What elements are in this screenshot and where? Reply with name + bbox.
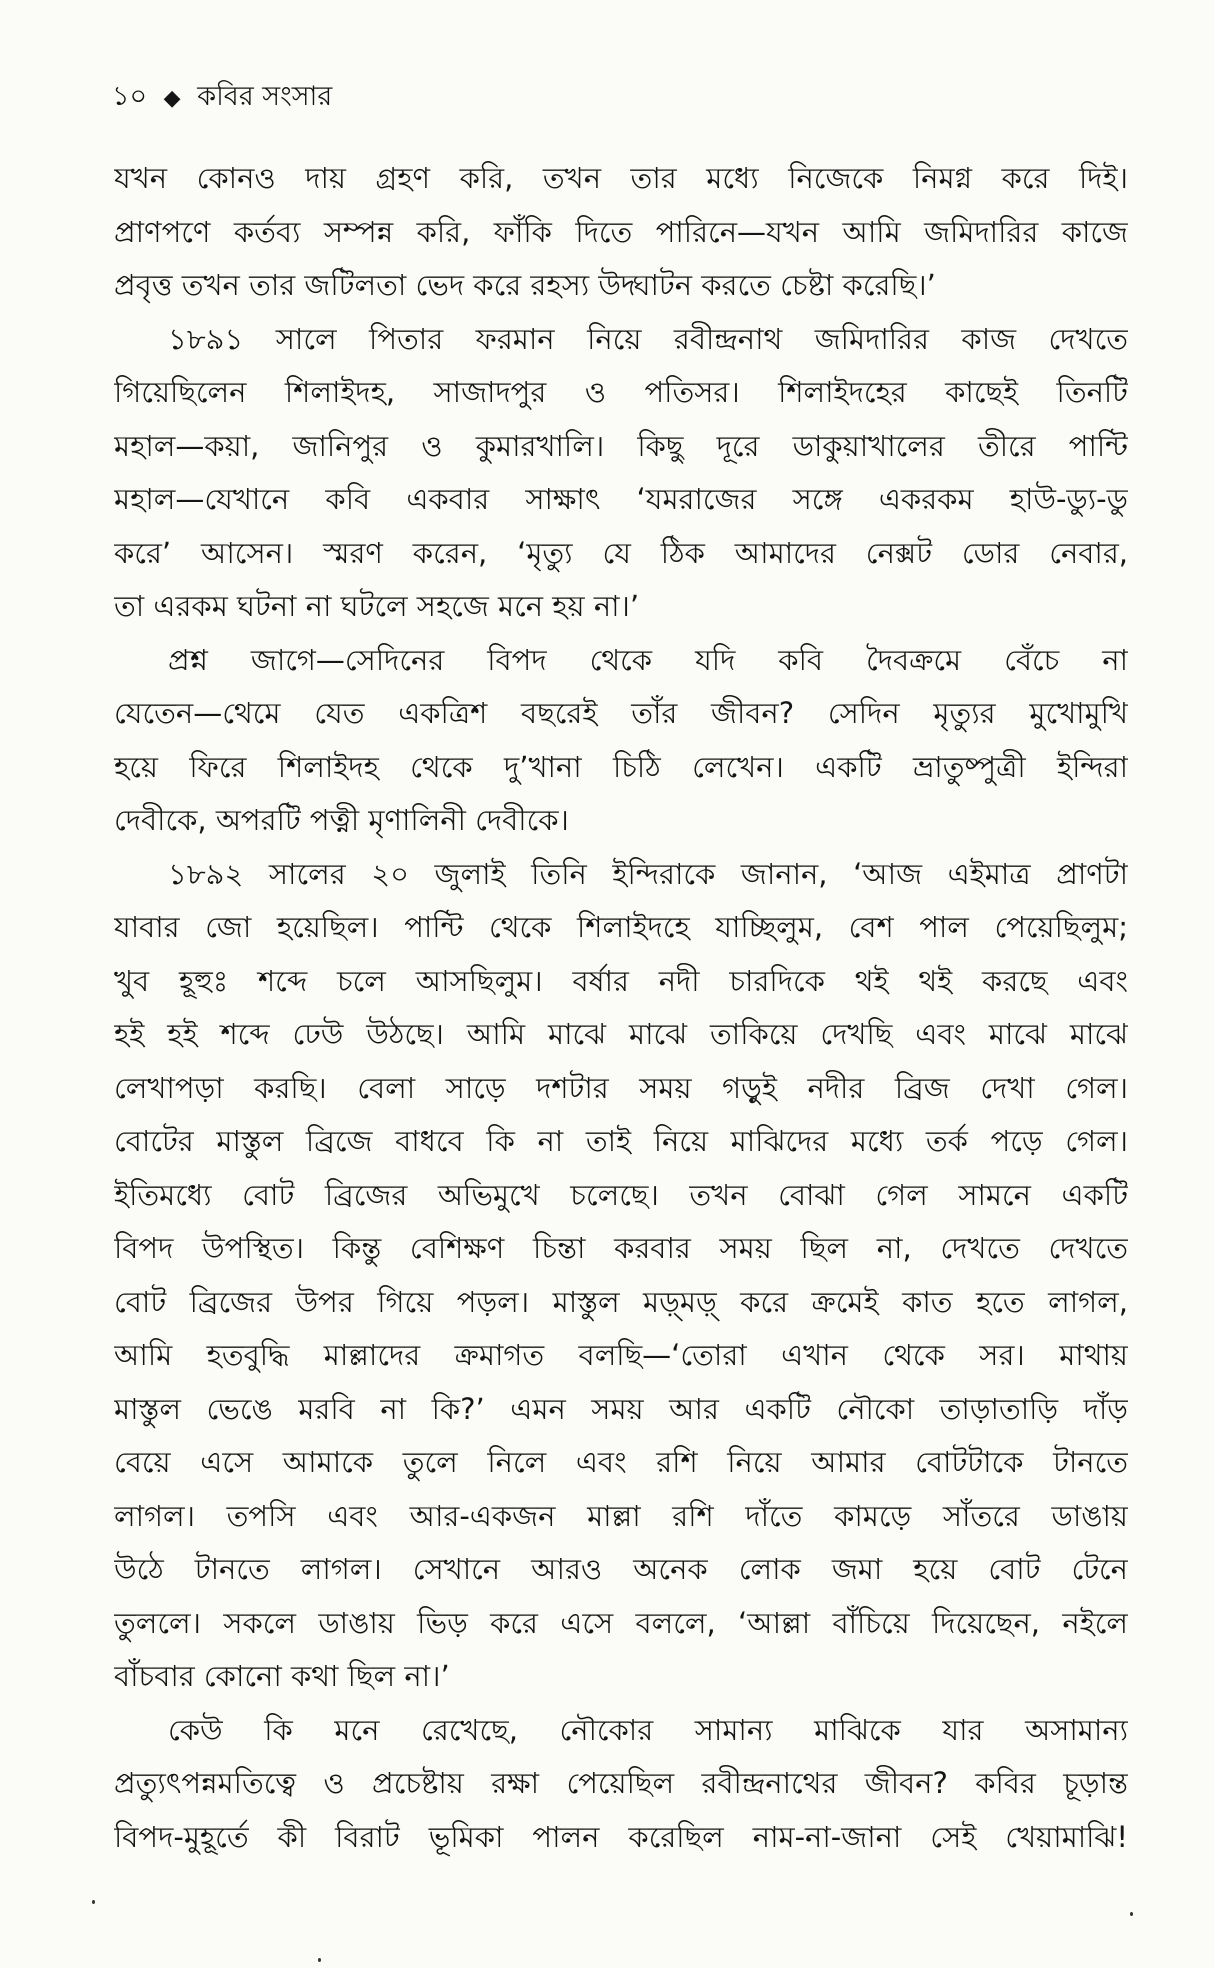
text-line: বোট ব্রিজের উপর গিয়ে পড়ল। মাস্তুল মড়্মড়্ করে ক্রমেই কাত হতে লাগল,	[114, 1284, 1128, 1319]
text-line: প্রবৃত্ত তখন তার জটিলতা ভেদ করে রহস্য উদ্ঘাটন করতে চেষ্টা করেছি।’	[114, 268, 936, 302]
page-number: ১০	[112, 81, 148, 112]
text-line: করে’ আসেন। স্মরণ করেন, ‘মৃত্যু যে ঠিক আমাদের নেক্সট ডোর নেবার,	[114, 535, 1128, 570]
text-line: লাগল। তপসি এবং আর-একজন মাল্লা রশি দাঁতে কামড়ে সাঁতরে ডাঙায়	[114, 1498, 1128, 1533]
text-line: দেবীকে, অপরটি পত্নী মৃণালিনী দেবীকে।	[114, 803, 569, 837]
text-line: বোটের মাস্তুল ব্রিজে বাধবে কি না তাই নিয়ে মাঝিদের মধ্যে তর্ক পড়ে গেল।	[114, 1124, 1128, 1158]
scan-speck	[318, 1958, 321, 1962]
text-line: মহাল—যেখানে কবি একবার সাক্ষাৎ ‘যমরাজের সঙ্গে একরকম হাউ-ড্যু-ডু	[114, 482, 1128, 516]
text-line: তা এরকম ঘটনা না ঘটলে সহজে মনে হয় না।’	[114, 589, 640, 623]
text-line: লেখাপড়া করছি। বেলা সাড়ে দশটার সময় গড়ুই নদীর ব্রিজ দেখা গেল।	[114, 1070, 1128, 1105]
text-line: তুললে। সকলে ডাঙায় ভিড় করে এসে বললে, ‘আল্লা বাঁচিয়ে দিয়েছেন, নইলে	[114, 1605, 1128, 1640]
text-line: ইতিমধ্যে বোট ব্রিজের অভিমুখে চলেছে। তখন বোঝা গেল সামনে একটি	[114, 1177, 1128, 1212]
text-line: মাস্তুল ভেঙে মরবি না কি?’ এমন সময় আর একটি নৌকো তাড়াতাড়ি দাঁড়	[114, 1391, 1128, 1426]
diamond-separator-icon: ◆	[163, 86, 181, 111]
scan-speck	[1130, 1912, 1133, 1916]
text-line: হই হই শব্দে ঢেউ উঠছে। আমি মাঝে মাঝে তাকিয়ে দেখছি এবং মাঝে মাঝে	[114, 1017, 1128, 1051]
text-line: বিপদ উপস্থিত। কিন্তু বেশিক্ষণ চিন্তা করবার সময় ছিল না, দেখতে দেখতে	[114, 1231, 1128, 1265]
paragraph-first-line: কেউ কি মনে রেখেছে, নৌকোর সামান্য মাঝিকে যার অসামান্য	[168, 1712, 1128, 1747]
text-line: উঠে টানতে লাগল। সেখানে আরও অনেক লোক জমা হয়ে বোট টেনে	[114, 1552, 1128, 1586]
text-line: বেয়ে এসে আমাকে তুলে নিলে এবং রশি নিয়ে আমার বোটটাকে টানতে	[114, 1445, 1128, 1479]
page-body-text	[114, 152, 1128, 1864]
text-line: বিপদ-মুহূর্তে কী বিরাট ভূমিকা পালন করেছিল নাম-না-জানা সেই খেয়ামাঝি!	[114, 1819, 1128, 1854]
text-line: গিয়েছিলেন শিলাইদহ, সাজাদপুর ও পতিসর। শিলাইদহের কাছেই তিনটি	[114, 375, 1128, 409]
paragraph-first-line: ১৮৯১ সালে পিতার ফরমান নিয়ে রবীন্দ্রনাথ জমিদারির কাজ দেখতে	[168, 321, 1128, 356]
paragraph-first-line: ১৮৯২ সালের ২০ জুলাই তিনি ইন্দিরাকে জানান, ‘আজ এইমাত্র প্রাণটা	[168, 856, 1128, 891]
book-title: কবির সংসার	[197, 81, 333, 112]
text-line: প্রাণপণে কর্তব্য সম্পন্ন করি, ফাঁকি দিতে পারিনে—যখন আমি জমিদারির কাজে	[114, 214, 1128, 249]
text-line: মহাল—কয়া, জানিপুর ও কুমারখালি। কিছু দূরে ডাকুয়াখালের তীরে পান্টি	[114, 428, 1128, 463]
text-line: যেতেন—থেমে যেত একত্রিশ বছরেই তাঁর জীবন? সেদিন মৃত্যুর মুখোমুখি	[114, 696, 1128, 730]
running-header	[112, 76, 332, 121]
text-line: যখন কোনও দায় গ্রহণ করি, তখন তার মধ্যে নিজেকে নিমগ্ন করে দিই।	[114, 161, 1128, 195]
scan-speck	[92, 1900, 95, 1904]
text-line: হয়ে ফিরে শিলাইদহ থেকে দু’খানা চিঠি লেখেন। একটি ভ্রাতুষ্পুত্রী ইন্দিরা	[114, 749, 1128, 784]
paragraph-first-line: প্রশ্ন জাগে—সেদিনের বিপদ থেকে যদি কবি দৈবক্রমে বেঁচে না	[168, 642, 1128, 677]
text-line: যাবার জো হয়েছিল। পান্টি থেকে শিলাইদহে যাচ্ছিলুম, বেশ পাল পেয়েছিলুম;	[114, 910, 1128, 944]
text-line: প্রত্যুৎপন্নমতিত্বে ও প্রচেষ্টায় রক্ষা পেয়েছিল রবীন্দ্রনাথের জীবন? কবির চূড়ান্ত	[114, 1766, 1128, 1800]
text-line: বাঁচবার কোনো কথা ছিল না।’	[114, 1659, 450, 1693]
text-line: খুব হূহুঃ শব্দে চলে আসছিলুম। বর্ষার নদী চারদিকে থই থই করছে এবং	[114, 963, 1128, 998]
text-line: আমি হতবুদ্ধি মাল্লাদের ক্রমাগত বলছি—‘তোরা এখান থেকে সর। মাথায়	[114, 1338, 1128, 1372]
